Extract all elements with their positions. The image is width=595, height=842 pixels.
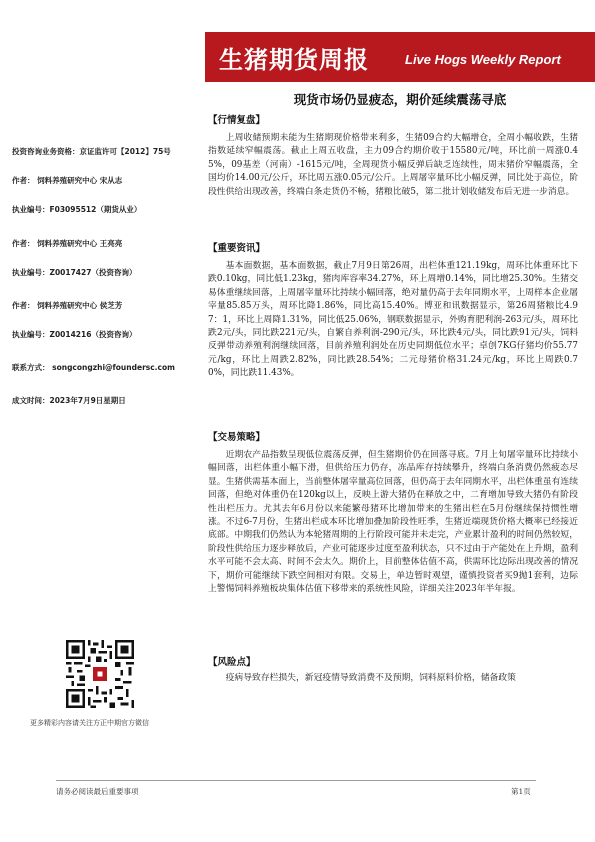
registration-1: 执业编号：F03095512（期货从业） — [12, 205, 142, 214]
section-body-risk: 疫病导致存栏损失，新冠疫情导致消费不及预期，饲料原料价格，储备政策 — [225, 673, 516, 683]
contact-info: 联系方式： songcongzhi@foundersc.com — [12, 363, 175, 372]
header-banner — [205, 32, 595, 82]
report-title-cn: 生猪期货周报 — [219, 46, 369, 74]
page-number: 第1页 — [511, 787, 531, 796]
footer-disclaimer: 请务必阅读最后重要事项 — [56, 787, 139, 796]
section-heading-risk: 【风险点】 — [208, 657, 256, 668]
author-2: 作者： 饲料养殖研究中心 王亮亮 — [12, 239, 123, 248]
section-heading-strategy: 【交易策略】 — [208, 432, 266, 443]
license-info: 投资咨询业务资格：京证监许可【2012】75号 — [12, 147, 171, 156]
author-3: 作者： 饲料养殖研究中心 侯芝芳 — [12, 301, 123, 310]
qr-code-icon — [66, 640, 134, 708]
section-heading-news: 【重要资讯】 — [208, 243, 266, 254]
registration-2: 执业编号：Z0017427（投资咨询） — [12, 268, 137, 277]
section-body-review: 上周收储预期未能为生猪期现价格带来利多，生猪09合约大幅增仓，全周小幅收跌，生猪指数延续窄幅震荡。截止上周五收盘，主力09合约期价收于15580元/吨，环比前一周涨0.45%，09基差（河南）-1615元/吨，全周现货小幅反弹后缺乏连续性，周末猪价窄幅震荡，全国均价14.00元/公斤，环比周五涨0.05元/公斤。上周屠宰量环比小幅反弹，同比处于高位，阶段性供给出现改善，终端白条走货仍不畅，猪粮比破5，第二批计划收储发布后无进一步消息。 — [208, 133, 578, 197]
page-title: 现货市场仍显疲态，期价延续震荡寻底 — [293, 92, 507, 107]
section-body-strategy: 近期农产品指数呈现低位震荡反弹，但生猪期价仍在回落寻底。7月上旬屠宰量环比持续小幅回落，出栏体重小幅下滑，但供给压力仍存，冻品库存持续攀升，终端白条消费仍然疲态尽显。生猪供需基本面上，当前整体屠宰量高位回落，但仍高于去年同期水平，出栏体重虽有连续回落，但绝对体重仍在120kg以上，反映上游大猪仍在释放之中，二育增加导致大猪仍有阶段性出栏压力。尤其去年6月份以来能繁母猪环比增加带来的生猪出栏在5月份继续保持惯性增涨。不过6-7月份，生猪出栏成本环比增加叠加阶段性旺季，生猪近端现货价格大概率已经接近底部。中期我们仍然认为本轮猪周期的上行阶段可能并未走完，产业累计盈利的时间仍然较短，阶段性供给压力逐步释放后，产业可能逐步过度至盈利状态，只不过由于产能处在上升期，盈利水平可能不会太高、时间不会太久。期价上，目前整体估值不高，供需环比边际出现改善的情况下，期价可能继续下跌空间相对有限。交易上，单边暂时观望，谨慎投资者买9抛1套利，边际上警惕饲料养殖板块集体估值下移带来的系统性风险，详细关注2023年半年报。 — [208, 450, 578, 595]
registration-3: 执业编号：Z0014216（投资咨询） — [12, 330, 137, 339]
report-title-en: Live Hogs Weekly Report — [405, 52, 561, 67]
section-heading-review: 【行情复盘】 — [208, 115, 266, 126]
author-1: 作者： 饲料养殖研究中心 宋从志 — [12, 176, 123, 185]
footer-divider — [56, 780, 536, 781]
qr-caption: 更多精彩内容请关注方正中期官方微信 — [30, 719, 149, 727]
publish-date: 成文时间：2023年7月9日星期日 — [12, 396, 126, 405]
section-body-news: 基本面数据，基本面数据，截止7月9日第26周，出栏体重121.19kg，周环比体重环比下跌0.10kg，同比低1.23kg，猪肉库容率34.27%，环上周增0.14%，同比增25.30%。生猪交易体重继续回落，上周屠宰量环比持续小幅回落，绝对量仍高于去年同期水平，上周样本企业屠宰量85.85万头，周环比降1.86%，同比高15.40%。博亚和讯数据显示，第26周猪粮比4.97：1，环比上周降1.31%，同比低25.06%，钢联数据显示，外购育肥利润-263元/头，周环比跌2元/头，同比跌221元/头，自繁自养利润-290元/头，环比跌4元/头，同比跌91元/头，饲料反弹带动养殖利润继续回落，目前养殖利润处在历史同期低位水平；卓创7KG仔猪均价55.77元/kg，环比上周跌2.82%，同比跌28.54%；二元母猪价格31.24元/kg，环比上周跌0.70%，同比跌11.43%。 — [208, 261, 578, 379]
